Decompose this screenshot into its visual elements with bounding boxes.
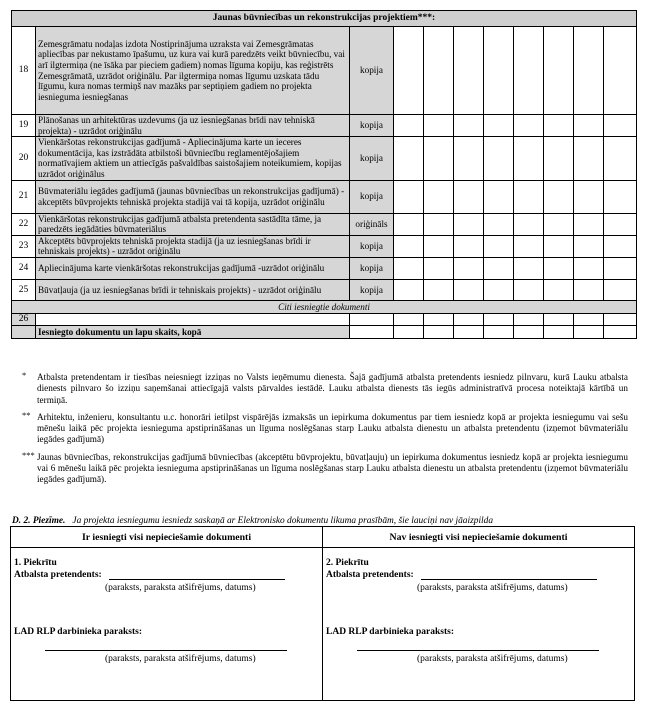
total-label: Iesniegto dokumentu un lapu skaits, kopā <box>36 325 350 338</box>
left-applicant-label: Atbalsta pretendents: <box>14 570 102 580</box>
entry-cell[interactable] <box>454 115 484 137</box>
entry-cell[interactable] <box>604 313 637 325</box>
entry-cell[interactable] <box>514 325 544 338</box>
table-row <box>12 115 637 137</box>
row-number: 26 <box>12 313 36 325</box>
table-row <box>12 279 637 300</box>
entry-cell[interactable] <box>394 313 424 325</box>
entry-cell[interactable] <box>604 235 637 257</box>
entry-cell[interactable] <box>454 27 484 115</box>
row-number: 25 <box>12 279 36 300</box>
entry-cell[interactable] <box>424 313 454 325</box>
entry-cell[interactable] <box>484 325 514 338</box>
row-description: Apliecinājuma karte vienkāršotas rekonstrukcijas gadījumā -uzrādot oriģinālu <box>36 257 350 279</box>
entry-cell[interactable] <box>424 325 454 338</box>
row-description: Plānošanas un arhitektūras uzdevums (ja uz iesniegšanas brīdi nav tehniskā projekta) - uzrādot oriģinālu <box>36 115 350 137</box>
footnote-mark: ** <box>22 409 31 420</box>
left-caption-1: (paraksts, paraksta atšifrējums, datums) <box>105 583 256 593</box>
entry-cell[interactable] <box>604 27 637 115</box>
entry-cell[interactable] <box>454 257 484 279</box>
row-number: 19 <box>12 115 36 137</box>
entry-cell[interactable] <box>574 279 604 300</box>
table-row <box>12 213 637 235</box>
entry-cell[interactable] <box>36 313 350 325</box>
entry-cell[interactable] <box>454 213 484 235</box>
row-doc-type: kopija <box>350 180 394 213</box>
entry-cell[interactable] <box>514 279 544 300</box>
d2-label: D. 2. Piezīme. <box>12 516 66 526</box>
footnote-mark: * <box>22 370 27 380</box>
row-description: Būvatļauja (ja uz iesniegšanas brīdi ir tehniskais projekts) - uzrādot oriģinālu <box>36 279 350 300</box>
entry-cell[interactable] <box>544 313 574 325</box>
footnote-text: Arhitektu, inženieru, konsultantu u.c. honorāri ietilpst vispārējās izmaksās un iepirkuma dokumentus par tiem iesniedz kopā ar projekta iesniegumu vai sešu mēnešu laikā pēc projekta iesnieguma apstiprināšanas un līguma noslēgšanas starp Lauku atbalsta dienestu un atbalsta pretendentu (izņemot būvmateriālu iegādes gadījumā) <box>37 411 628 445</box>
entry-cell[interactable] <box>454 137 484 180</box>
entry-cell[interactable] <box>454 313 484 325</box>
entry-cell[interactable] <box>604 213 637 235</box>
entry-cell[interactable] <box>484 213 514 235</box>
entry-cell[interactable] <box>484 279 514 300</box>
entry-cell[interactable] <box>574 313 604 325</box>
row-doc-type: kopija <box>350 235 394 257</box>
entry-cell[interactable] <box>394 325 424 338</box>
table-row <box>12 137 637 180</box>
entry-cell[interactable] <box>514 257 544 279</box>
row-number: 22 <box>12 213 36 235</box>
right-caption-1: (paraksts, paraksta atšifrējums, datums) <box>417 583 568 593</box>
entry-cell[interactable] <box>394 180 424 213</box>
entry-cell[interactable] <box>484 115 514 137</box>
row-description: Vienkāršotas rekonstrukcijas gadījumā atbalsta pretendenta sastādīta tāme, ja paredzēts iegādāties būvmateriālus <box>36 213 350 235</box>
entry-cell[interactable] <box>544 27 574 115</box>
right-applicant-signature-line[interactable] <box>421 569 597 580</box>
row-number: 23 <box>12 235 36 257</box>
right-lad-label: LAD RLP darbinieka paraksts: <box>326 627 455 637</box>
entry-cell[interactable] <box>544 279 574 300</box>
right-header: Nav iesniegti visi nepieciešamie dokumenti <box>323 527 635 548</box>
table-row <box>12 27 637 115</box>
entry-cell[interactable] <box>514 115 544 137</box>
left-lad-label: LAD RLP darbinieka paraksts: <box>14 627 143 637</box>
footnote-mark: *** <box>22 449 35 460</box>
right-item: 2. Piekrītu <box>326 558 369 568</box>
entry-cell[interactable] <box>544 213 574 235</box>
entry-cell[interactable] <box>394 115 424 137</box>
entry-cell[interactable] <box>544 115 574 137</box>
row-number: 18 <box>12 27 36 115</box>
entry-cell[interactable] <box>454 235 484 257</box>
entry-cell[interactable] <box>544 180 574 213</box>
right-lad-signature-line[interactable] <box>357 640 599 651</box>
entry-cell[interactable] <box>604 257 637 279</box>
entry-cell[interactable] <box>574 27 604 115</box>
entry-cell[interactable] <box>424 180 454 213</box>
entry-cell[interactable] <box>424 279 454 300</box>
row-description: Būvmateriālu iegādes gadījumā (jaunas būvniecības un rekonstrukcijas gadījumā) -akceptēts būvprojekts tehniskā projekta stadijā vai tā kopija, uzrādot oriģinālu <box>36 180 350 213</box>
row-doc-type: kopija <box>350 279 394 300</box>
row-doc-type: kopija <box>350 27 394 115</box>
left-signature-cell <box>11 548 323 701</box>
left-applicant-signature-line[interactable] <box>109 569 285 580</box>
table-row <box>12 235 637 257</box>
row-doc-type: oriģināls <box>350 213 394 235</box>
entry-cell[interactable] <box>484 313 514 325</box>
entry-cell[interactable] <box>484 27 514 115</box>
entry-cell[interactable] <box>514 180 544 213</box>
entry-cell[interactable] <box>350 313 394 325</box>
entry-cell[interactable] <box>394 235 424 257</box>
footnote-text: Atbalsta pretendentam ir tiesības neiesniegt izziņas no Valsts ieņēmumu dienesta. Šajā gadījumā atbalsta pretendents iesniedz pilnvaru, kurā Lauku atbalsta dienests pilnvaro šo izziņu saņemšanai attiecīgajā valsts pārvaldes iestādē. Lauku atbalsta dienests tās iegūs administratīvā procesa noteiktajā kārtībā un termiņā. <box>37 372 628 405</box>
entry-cell[interactable] <box>604 137 637 180</box>
entry-cell[interactable] <box>574 235 604 257</box>
entry-cell[interactable] <box>394 213 424 235</box>
row-doc-type: kopija <box>350 257 394 279</box>
entry-cell[interactable] <box>484 180 514 213</box>
documents-table <box>11 10 637 339</box>
entry-cell[interactable] <box>424 137 454 180</box>
entry-cell[interactable] <box>574 213 604 235</box>
row-doc-type: kopija <box>350 115 394 137</box>
entry-cell[interactable] <box>514 27 544 115</box>
entry-cell[interactable] <box>574 115 604 137</box>
d2-text: Ja projekta iesniegumu iesniedz saskaņā ar Elektronisko dokumentu likuma prasībām, šie lauciņi nav jāaizpilda <box>72 516 494 526</box>
entry-cell[interactable] <box>574 325 604 338</box>
entry-cell[interactable] <box>454 325 484 338</box>
footnote-text: Jaunas būvniecības, rekonstrukcijas gadījumā būvniecības (akceptētu būvprojektu, būvatļauju) un iepirkuma dokumentus iesniedz kopā ar projekta iesniegumu vai 6 mēnešu laikā pēc projekta iesnieguma apstiprināšanas un līguma noslēgšanas starp Lauku atbalsta dienestu un atbalsta pretendentu (izņemot būvmateriālu iegādes gadījumā). <box>37 451 628 485</box>
entry-cell[interactable] <box>424 115 454 137</box>
entry-cell[interactable] <box>514 137 544 180</box>
row-number: 21 <box>12 180 36 213</box>
row-number: 20 <box>12 137 36 180</box>
left-caption-2: (paraksts, paraksta atšifrējums, datums) <box>105 654 256 664</box>
entry-cell[interactable] <box>544 235 574 257</box>
entry-cell[interactable] <box>394 137 424 180</box>
table-row <box>12 257 637 279</box>
entry-cell[interactable] <box>544 325 574 338</box>
entry-cell[interactable] <box>454 180 484 213</box>
footnote-1 <box>22 370 628 406</box>
entry-cell[interactable] <box>604 180 637 213</box>
entry-cell[interactable] <box>544 137 574 180</box>
signature-table <box>10 526 635 701</box>
entry-cell[interactable] <box>424 257 454 279</box>
section-title: Jaunas būvniecības un rekonstrukcijas projektiem***: <box>12 11 637 27</box>
right-caption-2: (paraksts, paraksta atšifrējums, datums) <box>417 654 568 664</box>
footnotes <box>22 370 628 492</box>
total-row <box>12 325 637 338</box>
left-lad-signature-line[interactable] <box>45 640 287 651</box>
left-header: Ir iesniegti visi nepieciešamie dokumenti <box>11 527 323 548</box>
other-docs-row <box>12 300 637 313</box>
entry-cell[interactable] <box>604 279 637 300</box>
total-spacer <box>12 325 36 338</box>
table-row <box>12 180 637 213</box>
footnote-2 <box>22 409 628 446</box>
entry-cell[interactable] <box>604 115 637 137</box>
entry-cell[interactable] <box>350 325 394 338</box>
entry-cell[interactable] <box>514 235 544 257</box>
entry-cell[interactable] <box>394 257 424 279</box>
entry-cell[interactable] <box>394 27 424 115</box>
entry-cell[interactable] <box>514 213 544 235</box>
right-applicant-label: Atbalsta pretendents: <box>326 570 414 580</box>
left-item: 1. Piekrītu <box>14 558 57 568</box>
entry-cell[interactable] <box>574 180 604 213</box>
entry-cell[interactable] <box>454 279 484 300</box>
row-description: Akceptēts būvprojekts tehniskā projekta stadijā (ja uz iesniegšanas brīdi ir tehniskais projekts) - uzrādot oriģinālu <box>36 235 350 257</box>
entry-cell[interactable] <box>574 137 604 180</box>
entry-cell[interactable] <box>484 257 514 279</box>
table-row <box>12 313 637 325</box>
entry-cell[interactable] <box>544 257 574 279</box>
row-description: Zemesgrāmatu nodaļas izdota Nostiprinājuma uzraksta vai Zemesgrāmatas apliecības par nekustamo īpašumu, uz kura vai kurā paredzēts veikt būvniecību, vai arī ilgtermiņa (ne īsāka par pieciem gadiem) nomas līguma kopiju, kas reģistrēts Zemesgrāmatā, uzrādot oriģinālu. Par ilgtermiņa nomas līgumu uzskata tādu līgumu, kura nomas termiņš nav mazāks par septiņiem gadiem no projekta iesnieguma iesniegšanas <box>36 27 350 115</box>
row-number: 24 <box>12 257 36 279</box>
entry-cell[interactable] <box>574 257 604 279</box>
entry-cell[interactable] <box>514 313 544 325</box>
entry-cell[interactable] <box>604 325 637 338</box>
entry-cell[interactable] <box>394 279 424 300</box>
entry-cell[interactable] <box>484 235 514 257</box>
footnote-3 <box>22 449 628 486</box>
d2-note <box>12 516 493 526</box>
other-docs-label: Citi iesniegtie dokumenti <box>12 300 637 313</box>
right-signature-cell <box>323 548 635 701</box>
entry-cell[interactable] <box>424 213 454 235</box>
entry-cell[interactable] <box>424 27 454 115</box>
entry-cell[interactable] <box>424 235 454 257</box>
entry-cell[interactable] <box>484 137 514 180</box>
row-description: Vienkāršotas rekonstrukcijas gadījumā - Apliecinājuma karte un ieceres dokumentācija, kas izstrādāta atbilstoši būvniecību reglamentējošajiem normatīvajiem aktiem un attiecīgās pašvaldības saistošajiem noteikumiem, kopijas uzrādot oriģinālus <box>36 137 350 180</box>
row-doc-type: kopija <box>350 137 394 180</box>
